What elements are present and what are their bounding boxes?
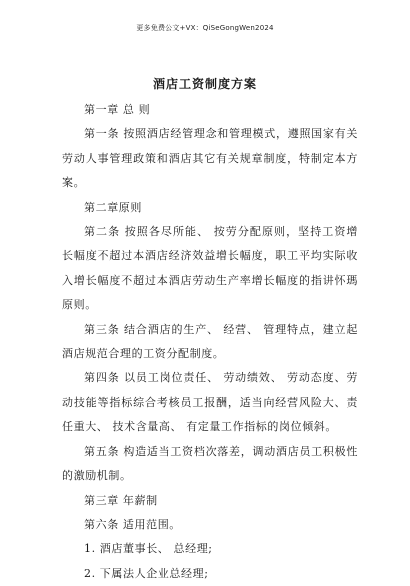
header-note: 更多免费公文+VX：QiSeGongWen2024 [136,24,274,32]
article-paragraph: 第一条 按照酒店经管理念和管理模式，遵照国家有关劳动人事管理政策和酒店其它有关规章制度，特制定本方案。 [62,127,358,190]
article-paragraph: 第三条 结合酒店的生产、 经营、 管理特点，建立起酒店规范合理的工资分配制度。 [62,322,358,361]
article-paragraph: 第六条 适用范围。 [84,517,181,531]
article-paragraph: 第二条 按照各尽所能、 按劳分配原则，坚持工资增长幅度不超过本酒店经济效益增长幅度，职工平均实际收入增长幅度不超过本酒店劳动生产率增长幅度的指讲怀瑪原则。 [62,225,358,312]
chapter-heading: 第一章 总 则 [84,103,151,116]
article-paragraph: 第五条 构造适当工资档次落差，调动酒店员工积极性的激励机制。 [62,444,358,483]
chapter-heading: 第二章原则 [84,200,142,214]
document-body [62,98,358,586]
chapter-heading: 第三章 年薪制 [84,493,158,507]
article-paragraph: 第四条 以员工岗位责任、 劳动绩效、 劳动态度、劳动技能等指标综合考核员工报酬，适当向经营风险大、责任重大、 技术含量高、 有定量工作指标的岗位倾斜。 [62,371,358,434]
document-title: 酒店工资制度方案 [152,77,257,91]
list-item: 1. 酒店董事长、 总经理; [84,542,213,556]
list-item: 2. 下属法人企业总经理; [84,566,209,580]
